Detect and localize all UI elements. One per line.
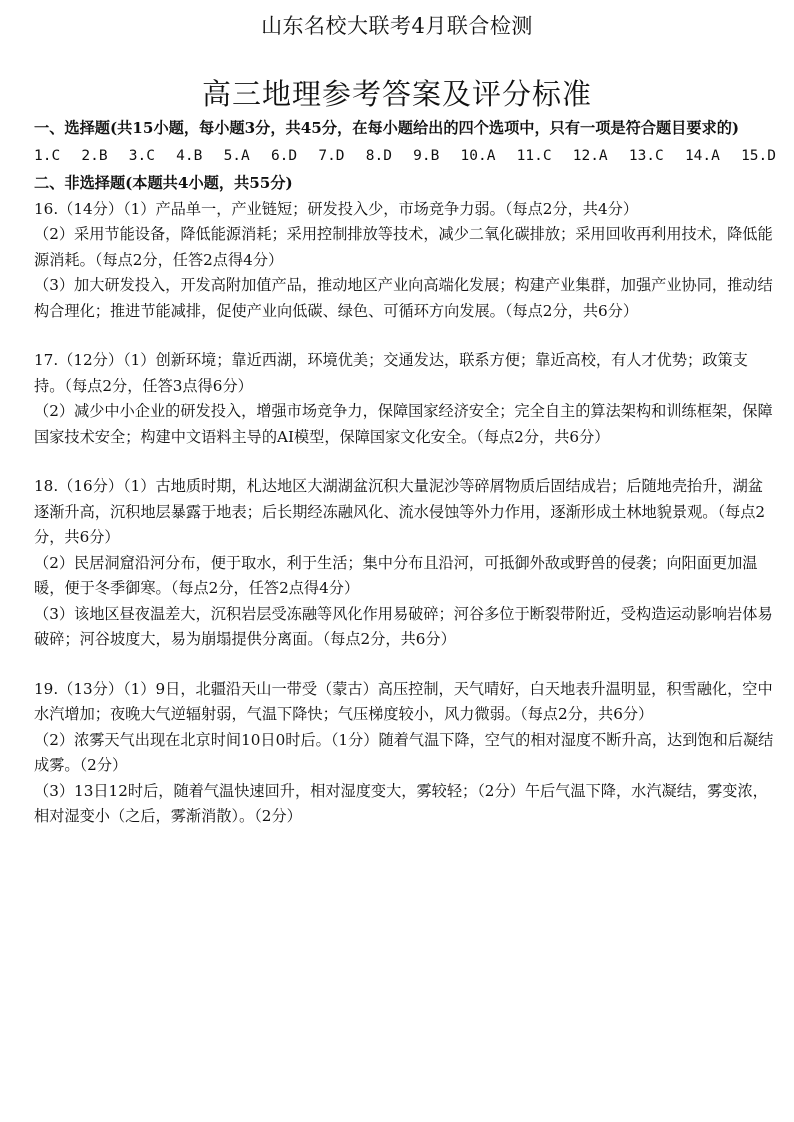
answer-item: 14.A — [684, 147, 720, 164]
answer-item: 2.B — [81, 147, 108, 164]
q18-part2: （2）民居洞窟沿河分布，便于取水，利于生活；集中分布且沿河，可抵御外敌或野兽的侵袭；向阳面更加温暖，便于冬季御寒。（每点2分，任答2点得4分） — [34, 553, 758, 597]
answer-item: 8.D — [365, 147, 392, 164]
document-title: 高三地理参考答案及评分标准 — [201, 77, 592, 111]
q18-part1: 18.（16分）（1）古地质时期，札达地区大湖湖盆沉积大量泥沙等碎屑物质后固结成岩；后随地壳抬升，湖盆逐渐升高，沉积地层暴露于地表；后长期经冻融风化、流水侵蚀等外力作用，逐渐形成土林地貌景观。（每点2分，共6分） — [34, 477, 766, 546]
choice-answers — [34, 144, 776, 170]
q16-part3: （3）加大研发投入，开发高附加值产品，推动地区产业向高端化发展；构建产业集群，加强产业协同，推动结构合理化；推进节能减排，促使产业向低碳、绿色、可循环方向发展。（每点2分，共6分） — [34, 276, 773, 320]
answer-item: 7.D — [318, 147, 345, 164]
answer-item: 1.C — [34, 147, 61, 164]
section2-heading: 二、非选择题(本题共4小题，共55分) — [34, 174, 293, 192]
answer-item: 4.B — [176, 147, 203, 164]
q16-part2: （2）采用节能设备，降低能源消耗；采用控制排放等技术，减少二氧化碳排放；采用回收再利用技术，降低能源消耗。（每点2分，任答2点得4分） — [34, 225, 773, 269]
q17-part1: 17.（12分）（1）创新环境；靠近西湖，环境优美；交通发达，联系方便；靠近高校，有人才优势；政策支持。（每点2分，任答3点得6分） — [34, 351, 748, 395]
q19-part2: （2）浓雾天气出现在北京时间10日0时后。（1分）随着气温下降，空气的相对湿度不断升高，达到饱和后凝结成雾。（2分） — [34, 730, 774, 774]
answer-item: 3.C — [128, 147, 155, 164]
answer-item: 15.D — [741, 147, 776, 164]
q16-part1: 16.（14分）（1）产品单一，产业链短；研发投入少，市场竞争力弱。（每点2分，共4分） — [34, 199, 639, 218]
q17-part2: （2）减少中小企业的研发投入，增强市场竞争力，保障国家经济安全；完全自主的算法架构和训练框架，保障国家技术安全；构建中文语料主导的AI模型，保障国家文化安全。（每点2分，共6分） — [34, 402, 773, 446]
q19-part1: 19.（13分）（1）9日，北疆沿天山一带受（蒙古）高压控制，天气晴好，白天地表升温明显，积雪融化，空中水汽增加；夜晚大气逆辐射弱，气温下降快；气压梯度较小，风力微弱。（每点2分，共6分） — [34, 679, 773, 723]
answer-item: 6.D — [270, 147, 298, 164]
q18-part3: （3）该地区昼夜温差大，沉积岩层受冻融等风化作用易破碎；河谷多位于断裂带附近，受构造运动影响岩体易破碎；河谷坡度大，易为崩塌提供分离面。（每点2分，共6分） — [34, 604, 773, 648]
section1-heading: 一、选择题(共15小题，每小题3分，共45分，在每小题给出的四个选项中，只有一项是符合题目要求的) — [34, 119, 740, 137]
answer-content — [34, 116, 776, 830]
answer-item: 11.C — [516, 147, 552, 164]
exam-title: 山东名校大联考4月联合检测 — [261, 14, 533, 38]
answer-item: 12.A — [572, 147, 608, 164]
answer-item: 5.A — [223, 147, 250, 164]
answer-item: 13.C — [628, 147, 664, 164]
q19-part3: （3）13日12时后，随着气温快速回升，相对湿度变大，雾较轻；（2分）午后气温下降，水汽凝结，雾变浓，相对湿变小（之后，雾渐消散）。（2分） — [34, 781, 768, 825]
answer-item: 10.A — [460, 147, 496, 164]
answer-item: 9.B — [413, 147, 440, 164]
